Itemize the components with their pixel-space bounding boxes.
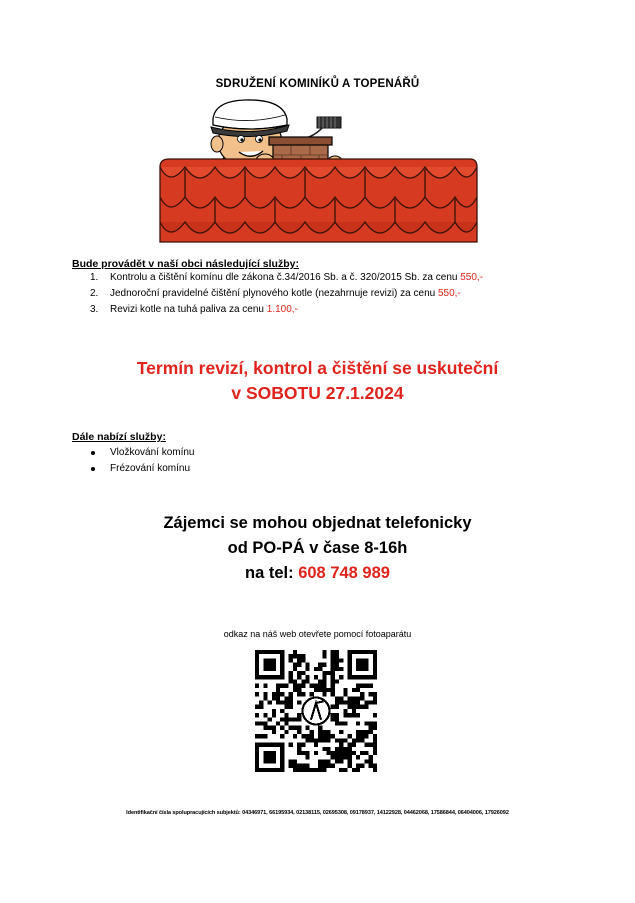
more-services-heading: Dále nabízí služby: [72,431,166,443]
list-number: 1. [90,272,99,283]
footer-ids: Identifikační čísla spolupracujících subjektů: 04346971, 66195934, 02138115, 02695308, 09178937, 14122928, 04462068, 17586844, 06404006, 17926092 [126,810,509,816]
list-item [72,270,592,286]
contact-block [0,511,635,586]
qr-code-icon[interactable] [255,650,377,772]
service-text: Revizi kotle na tuhá paliva za cenu [110,304,267,315]
list-item [72,461,195,477]
service-text: Jednoroční pravidelné čištění plynového kotle (nezahrnuje revizi) za cenu [110,288,438,299]
bullet-icon [91,451,95,455]
term-line-2: v SOBOTU 27.1.2024 [231,383,404,403]
service-price: 550,- [437,288,461,299]
contact-line-2: od PO-PÁ v čase 8-16h [227,539,408,557]
list-item [72,445,195,461]
list-item [72,286,592,302]
contact-phone-line [0,561,635,586]
more-services-list [72,445,195,477]
list-number: 2. [90,288,99,299]
phone-label: na tel: [245,564,299,582]
roof-tiles-icon [160,159,477,242]
more-service-text: Vložkování komínu [110,447,195,458]
phone-number[interactable]: 608 748 989 [298,564,390,582]
chimney-sweep-on-roof-illustration [155,97,480,247]
more-service-text: Frézování komínu [110,463,191,474]
org-title: SDRUŽENÍ KOMINÍKŮ A TOPENÁŘŮ [215,78,420,90]
term-line-1: Termín revizí, kontrol a čištění se uskuteční [136,358,499,378]
services-heading: Bude provádět v naší obci následující služby: [72,258,299,270]
service-price: 550,- [460,272,484,283]
list-item [72,302,592,318]
services-list [72,270,592,318]
chimney-brush-icon [317,117,341,128]
term-announcement [0,356,635,406]
service-price: 1.100,- [266,304,298,315]
qr-caption: odkaz na náš web otevřete pomocí fotoaparátu [223,629,412,639]
service-text: Kontrolu a čištění komínu dle zákona č.34/2016 Sb. a č. 320/2015 Sb. za cenu [110,272,461,283]
contact-line-1: Zájemci se mohou objednat telefonicky [163,514,472,532]
list-number: 3. [90,304,99,315]
bullet-icon [91,467,95,471]
